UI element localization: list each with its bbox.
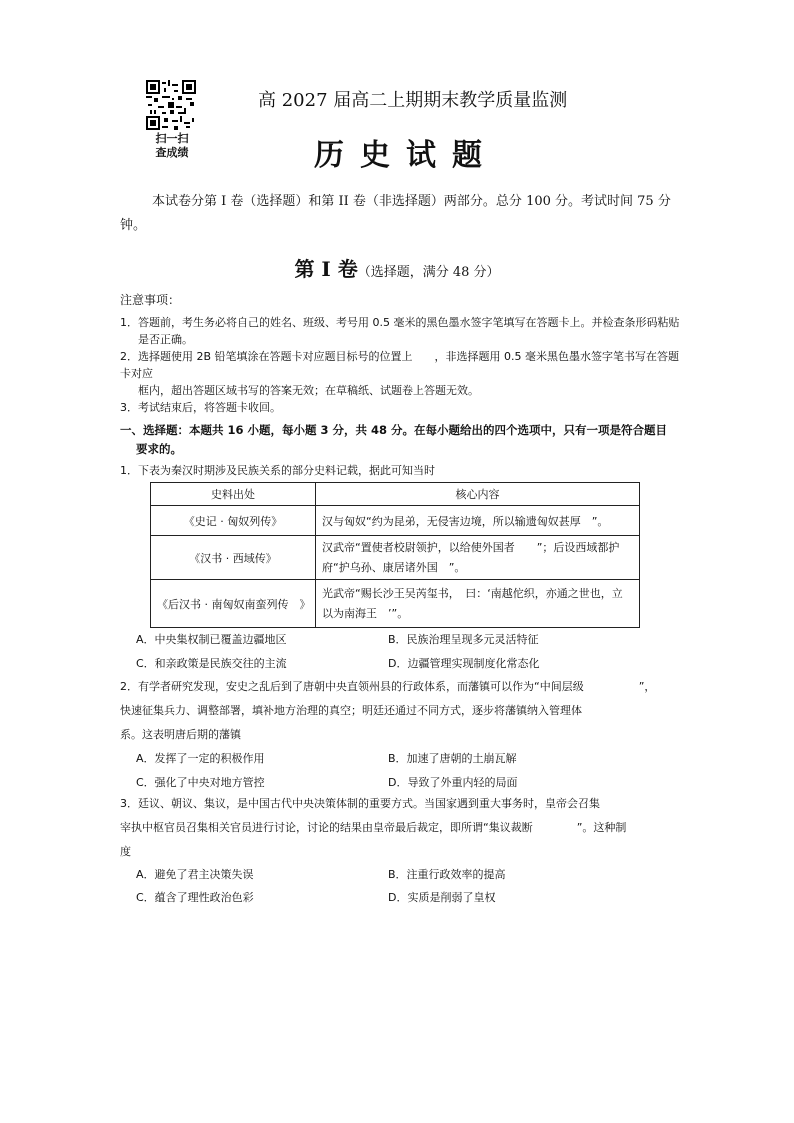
question-2-stem: 2．有学者研究发现，安史之乱后到了唐朝中央直领州县的行政体系，而藩镇可以作为“中间层级 ”， 快速征集兵力、调整部署，填补地方治理的真空；明廷还通过不同方式，逐步将藩镇纳入管理体 系。这表明唐后期的藩镇 — [120, 680, 656, 741]
section-title — [0, 253, 794, 282]
table-header-cell: 核心内容 — [316, 483, 640, 506]
table-header-row — [151, 483, 640, 506]
intro-paragraph: 本试卷分第 I 卷（选择题）和第 II 卷（非选择题）两部分。总分 100 分。考试时间 75 分钟。 — [120, 194, 671, 233]
table-cell: 光武帝“赐长沙王吴芮玺书， 曰：‘南越佗织，亦通之世也，立以为南海王 ’”。 — [316, 580, 640, 628]
note-1-cont: 是否正确。 — [138, 333, 193, 346]
table-cell: 《后汉书 · 南匈奴南蛮列传 》 — [151, 580, 316, 628]
q1-option-c: C．和亲政策是民族交往的主流 — [136, 657, 287, 670]
note-1: 1．答题前，考生务必将自己的姓名、班级、考号用 0.5 毫米的黑色墨水签字笔填写在答题卡上。并检查条形码粘贴 — [120, 316, 680, 329]
source-table — [150, 482, 640, 628]
qr-code-image — [146, 80, 196, 130]
exam-title: 高 2027 届高二上期期末教学质量监测 — [258, 90, 568, 111]
q3-option-b: B．注重行政效率的提高 — [388, 868, 506, 881]
table-cell: 《史记 · 匈奴列传》 — [151, 506, 316, 536]
q2-option-c: C．强化了中央对地方管控 — [136, 776, 265, 789]
q3-option-d: D．实质是削弱了皇权 — [388, 891, 496, 904]
question-1-stem: 1．下表为秦汉时期涉及民族关系的部分史料记载，据此可知当时 — [120, 464, 435, 477]
table-row — [151, 580, 640, 628]
q2-option-b: B．加速了唐朝的土崩瓦解 — [388, 752, 517, 765]
q1-option-b: B．民族治理呈现多元灵活特征 — [388, 633, 539, 646]
mcq-heading: 一、选择题：本题共 16 小题，每小题 3 分，共 48 分。在每小题给出的四个选项中，只有一项是符合题目 要求的。 — [120, 423, 668, 456]
table-row — [151, 536, 640, 580]
note-3: 3．考试结束后，将答题卡收回。 — [120, 401, 281, 414]
note-2-cont: 框内，超出答题区域书写的答案无效；在草稿纸、试题卷上答题无效。 — [138, 384, 479, 397]
section-subtitle: （选择题，满分 48 分） — [357, 265, 500, 280]
q3-option-c: C．蕴含了理性政治色彩 — [136, 891, 254, 904]
table-header-cell: 史料出处 — [151, 483, 316, 506]
notes-heading: 注意事项： — [120, 293, 181, 307]
table-cell: 《汉书 · 西域传》 — [151, 536, 316, 580]
note-2: 2．选择题使用 2B 铅笔填涂在答题卡对应题目标号的位置上 ，非选择题用 0.5 毫米黑色墨水签字笔书写在答题卡对应 — [120, 350, 680, 380]
subject-title: 历史试题 — [314, 138, 498, 173]
q1-option-d: D．边疆管理实现制度化常态化 — [388, 657, 540, 670]
q2-option-a: A．发挥了一定的积极作用 — [136, 752, 265, 765]
table-row — [151, 506, 640, 536]
table-cell: 汉与匈奴“约为昆弟，无侵害边境，所以输遗匈奴甚厚 ”。 — [316, 506, 640, 536]
question-3-stem: 3．廷议、朝议、集议，是中国古代中央决策体制的重要方式。当国家遇到重大事务时，皇帝会召集 宰执中枢官员召集相关官员进行讨论，讨论的结果由皇帝最后裁定，即所谓“集议裁断 ”。这种制 度 — [120, 797, 627, 858]
qr-caption: 扫一扫 查成绩 — [155, 132, 189, 159]
section-name: 第 I 卷 — [294, 257, 358, 281]
notes-list — [120, 314, 680, 416]
q3-option-a: A．避免了君主决策失误 — [136, 868, 254, 881]
table-cell: 汉武帝“置使者校尉领护，以给使外国者 ”；后设西域都护府“护乌孙、康居诸外国 ”。 — [316, 536, 640, 580]
q1-option-a: A．中央集权制已覆盖边疆地区 — [136, 633, 287, 646]
q2-option-d: D．导致了外重内轻的局面 — [388, 776, 518, 789]
